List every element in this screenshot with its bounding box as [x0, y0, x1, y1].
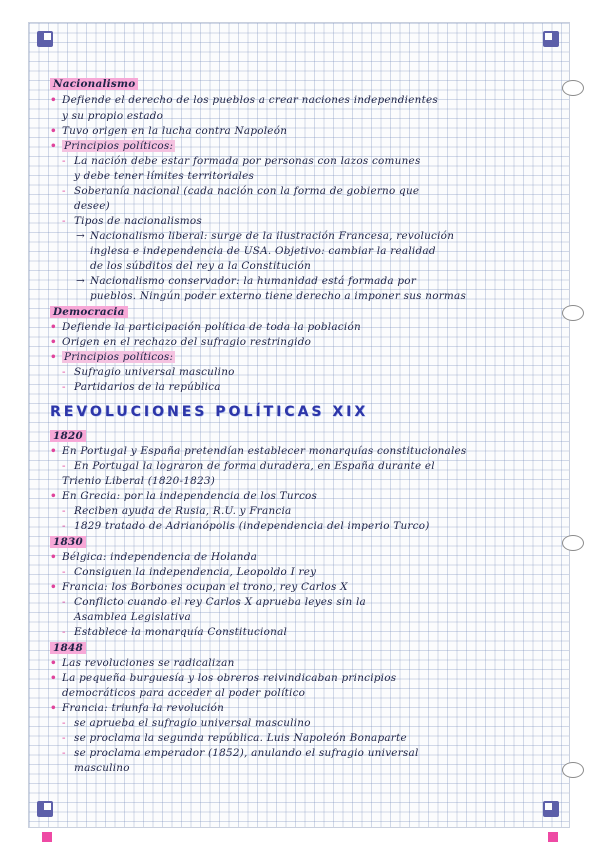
note-line: - se proclama la segunda república. Luis Napoleón Bonaparte	[62, 732, 407, 744]
note-line: • Francia: los Borbones ocupan el trono, rey Carlos X	[50, 581, 348, 593]
year-heading-1848: 1848	[50, 642, 86, 654]
note-line: de los súbditos del rey a la Constitución	[90, 260, 312, 272]
note-line: - Soberanía nacional (cada nación con la forma de gobierno que	[62, 185, 420, 197]
corner-mark-bottom-right	[543, 801, 559, 817]
note-line: • En Portugal y España pretendían establecer monarquías constitucionales	[50, 445, 467, 457]
binder-hole	[562, 305, 584, 321]
note-line: - Consiguen la independencia, Leopoldo I rey	[62, 566, 317, 578]
note-line: - Reciben ayuda de Rusia, R.U. y Francia	[62, 505, 292, 517]
page-title: REVOLUCIONES POLÍTICAS XIX	[50, 404, 369, 420]
binder-hole	[562, 80, 584, 96]
note-line: y debe tener límites territoriales	[74, 170, 255, 182]
note-line: - La nación debe estar formada por personas con lazos comunes	[62, 155, 421, 167]
corner-mark-top-right	[543, 31, 559, 47]
note-line: - se proclama emperador (1852), anulando el sufragio universal	[62, 747, 419, 759]
note-line: Trienio Liberal (1820-1823)	[62, 475, 216, 487]
note-line: - Establece la monarquía Constitucional	[62, 626, 288, 638]
note-line: → Nacionalismo liberal: surge de la ilustración Francesa, revolución	[76, 230, 455, 242]
note-line: - Tipos de nacionalismos	[62, 215, 202, 227]
corner-mark-bottom-left	[37, 801, 53, 817]
pink-marker-bottom-left	[42, 832, 52, 842]
note-line: • Defiende el derecho de los pueblos a crear naciones independientes	[50, 94, 438, 106]
section-heading-nacionalismo: Nacionalismo	[50, 78, 138, 90]
note-line: • Origen en el rechazo del sufragio restringido	[50, 336, 312, 348]
note-line: - Conflicto cuando el rey Carlos X aprueba leyes sin la	[62, 596, 366, 608]
binder-hole	[562, 535, 584, 551]
year-heading-1830: 1830	[50, 536, 86, 548]
note-line: pueblos. Ningún poder externo tiene derecho a imponer sus normas	[90, 290, 467, 302]
section-heading-democracia: Democracia	[50, 306, 128, 318]
note-line: - En Portugal la lograron de forma duradera, en España durante el	[62, 460, 435, 472]
note-line: • Principios políticos:	[50, 140, 174, 152]
note-line: masculino	[74, 762, 130, 774]
corner-mark-top-left	[37, 31, 53, 47]
note-line: • Las revoluciones se radicalizan	[50, 657, 235, 669]
year-heading-1820: 1820	[50, 430, 86, 442]
note-line: • Francia: triunfa la revolución	[50, 702, 225, 714]
note-line: • Bélgica: independencia de Holanda	[50, 551, 258, 563]
note-line: - 1829 tratado de Adrianópolis (independencia del imperio Turco)	[62, 520, 430, 532]
note-line: desee)	[74, 200, 110, 212]
note-line: democráticos para acceder al poder político	[62, 687, 306, 699]
note-line: - Partidarios de la república	[62, 381, 221, 393]
note-line: - se aprueba el sufragio universal masculino	[62, 717, 311, 729]
note-line: • La pequeña burguesía y los obreros reivindicaban principios	[50, 672, 397, 684]
note-line: → Nacionalismo conservador: la humanidad está formada por	[76, 275, 417, 287]
note-line: • En Grecia: por la independencia de los Turcos	[50, 490, 318, 502]
note-line: • Defiende la participación política de toda la población	[50, 321, 361, 333]
note-line: • Tuvo origen en la lucha contra Napoleón	[50, 125, 288, 137]
note-line: inglesa e independencia de USA. Objetivo: cambiar la realidad	[90, 245, 436, 257]
note-line: y su propio estado	[62, 110, 164, 122]
binder-hole	[562, 762, 584, 778]
note-line: • Principios políticos:	[50, 351, 174, 363]
note-line: Asamblea Legislativa	[74, 611, 191, 623]
note-line: - Sufragio universal masculino	[62, 366, 235, 378]
pink-marker-bottom-right	[548, 832, 558, 842]
